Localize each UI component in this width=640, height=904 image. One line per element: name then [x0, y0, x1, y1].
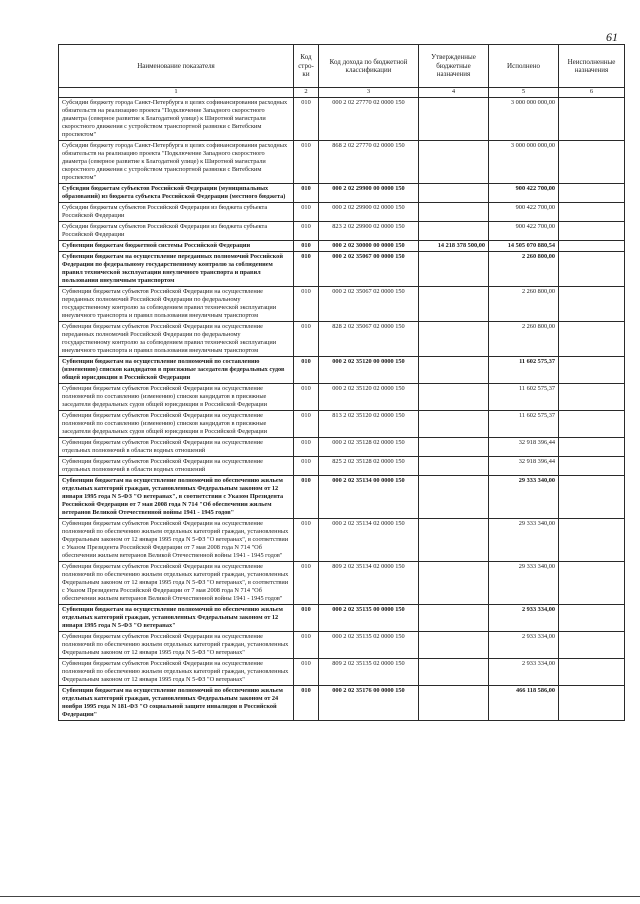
cell-executed: 11 602 575,37: [489, 384, 559, 411]
cell-line-code: 010: [294, 384, 319, 411]
cell-income-code: 000 2 02 29900 00 0000 150: [319, 184, 419, 203]
cell-executed: 11 602 575,37: [489, 411, 559, 438]
cell-indicator-name: Субвенции бюджетам на осуществление полномочий по обеспечению жильем отдельных категорий граждан, установленных Федеральным законом от 24 ноября 1995 года N 181-ФЗ "О социальной защите инвалидов в Российской Федерации": [59, 686, 294, 721]
table-row: [59, 322, 625, 357]
cell-line-code: 010: [294, 287, 319, 322]
cell-approved: [419, 659, 489, 686]
cell-approved: [419, 476, 489, 519]
cell-unexecuted: [559, 222, 625, 241]
cell-income-code: 000 2 02 35128 02 0000 150: [319, 438, 419, 457]
column-number: 5: [489, 88, 559, 98]
cell-income-code: 000 2 02 35134 02 0000 150: [319, 519, 419, 562]
table-row: [59, 411, 625, 438]
cell-line-code: 010: [294, 141, 319, 184]
cell-unexecuted: [559, 476, 625, 519]
column-number-row: [59, 88, 625, 98]
cell-approved: [419, 457, 489, 476]
cell-indicator-name: Субвенции бюджетам субъектов Российской Федерации на осуществление полномочий по составлению (изменению) списков кандидатов в присяжные заседатели федеральных судов общей юрисдикции в Российской Федерации: [59, 384, 294, 411]
cell-unexecuted: [559, 184, 625, 203]
table-row: [59, 252, 625, 287]
cell-indicator-name: Субвенции бюджетам на осуществление полномочий по обеспечению жильем отдельных категорий граждан, установленных Федеральным законом от 12 января 1995 года N 5-ФЗ "О ветеранах": [59, 605, 294, 632]
cell-unexecuted: [559, 287, 625, 322]
cell-indicator-name: Субвенции бюджетам субъектов Российской Федерации на осуществление полномочий по составлению (изменению) списков кандидатов в присяжные заседатели федеральных судов общей юрисдикции в Российской Федерации: [59, 411, 294, 438]
table-row: [59, 241, 625, 252]
column-number: 3: [319, 88, 419, 98]
header-indicator-name: Наименование показателя: [59, 45, 294, 88]
cell-line-code: 010: [294, 457, 319, 476]
cell-line-code: 010: [294, 605, 319, 632]
table-row: [59, 357, 625, 384]
cell-approved: [419, 322, 489, 357]
cell-unexecuted: [559, 457, 625, 476]
cell-approved: 14 218 378 500,00: [419, 241, 489, 252]
cell-income-code: 000 2 02 35134 00 0000 150: [319, 476, 419, 519]
cell-executed: 29 333 340,00: [489, 476, 559, 519]
cell-indicator-name: Субсидии бюджетам субъектов Российской Федерации из бюджета субъекта Российской Федерации: [59, 203, 294, 222]
cell-approved: [419, 252, 489, 287]
cell-unexecuted: [559, 519, 625, 562]
cell-indicator-name: Субвенции бюджетам субъектов Российской Федерации на осуществление полномочий по обеспечению жильем отдельных категорий граждан, установленных Федеральным законом от 12 января 1995 года N 5-ФЗ "О ветеранах": [59, 632, 294, 659]
table-row: [59, 632, 625, 659]
cell-line-code: 010: [294, 659, 319, 686]
cell-unexecuted: [559, 203, 625, 222]
cell-line-code: 010: [294, 562, 319, 605]
table-row: [59, 519, 625, 562]
cell-approved: [419, 562, 489, 605]
cell-executed: 29 333 340,00: [489, 519, 559, 562]
cell-unexecuted: [559, 252, 625, 287]
cell-approved: [419, 411, 489, 438]
cell-approved: [419, 98, 489, 141]
cell-indicator-name: Субвенции бюджетам на осуществление переданных полномочий Российской Федерации по федеральному государственному контролю за соблюдением правил технической эксплуатации внеуличного транспорта и правил пользования внеуличным транспортом: [59, 252, 294, 287]
table-row: [59, 222, 625, 241]
cell-executed: 11 602 575,37: [489, 357, 559, 384]
cell-income-code: 000 2 02 35120 00 0000 150: [319, 357, 419, 384]
cell-approved: [419, 203, 489, 222]
cell-unexecuted: [559, 241, 625, 252]
table-row: [59, 184, 625, 203]
header-executed: Исполнено: [489, 45, 559, 88]
cell-approved: [419, 605, 489, 632]
cell-unexecuted: [559, 98, 625, 141]
table-row: [59, 141, 625, 184]
cell-unexecuted: [559, 141, 625, 184]
cell-income-code: 825 2 02 35128 02 0000 150: [319, 457, 419, 476]
cell-approved: [419, 184, 489, 203]
cell-line-code: 010: [294, 632, 319, 659]
cell-line-code: 010: [294, 98, 319, 141]
cell-line-code: 010: [294, 322, 319, 357]
cell-line-code: 010: [294, 476, 319, 519]
cell-line-code: 010: [294, 241, 319, 252]
cell-income-code: 000 2 02 30000 00 0000 150: [319, 241, 419, 252]
cell-unexecuted: [559, 322, 625, 357]
cell-line-code: 010: [294, 184, 319, 203]
header-line-code: Код стро-ки: [294, 45, 319, 88]
cell-executed: 32 918 396,44: [489, 438, 559, 457]
cell-indicator-name: Субвенции бюджетам на осуществление полномочий по обеспечению жильем отдельных категорий граждан, установленных Федеральным законом от 12 января 1995 года N 5-ФЗ "О ветеранах", в соответствии с Указом Президента Российской Федерации от 7 мая 2008 года N 714 "Об обеспечении жильем ветеранов Великой Отечественной войны 1941 - 1945 годов": [59, 476, 294, 519]
cell-line-code: 010: [294, 411, 319, 438]
table-header-row: [59, 45, 625, 88]
cell-executed: 3 000 000 000,00: [489, 141, 559, 184]
column-number: 6: [559, 88, 625, 98]
cell-income-code: 809 2 02 35135 02 0000 150: [319, 659, 419, 686]
cell-line-code: 010: [294, 252, 319, 287]
cell-indicator-name: Субвенции бюджетам бюджетной системы Российской Федерации: [59, 241, 294, 252]
cell-line-code: 010: [294, 686, 319, 721]
table-row: [59, 686, 625, 721]
cell-approved: [419, 632, 489, 659]
cell-approved: [419, 384, 489, 411]
cell-executed: 14 505 070 880,54: [489, 241, 559, 252]
cell-unexecuted: [559, 438, 625, 457]
cell-indicator-name: Субвенции бюджетам субъектов Российской Федерации на осуществление переданных полномочий Российской Федерации по федеральному государственному контролю за соблюдением правил технической эксплуатации внеуличного транспорта и правил пользования внеуличным транспортом: [59, 322, 294, 357]
cell-unexecuted: [559, 659, 625, 686]
cell-income-code: 868 2 02 27770 02 0000 150: [319, 141, 419, 184]
cell-indicator-name: Субвенции бюджетам субъектов Российской Федерации на осуществление переданных полномочий Российской Федерации по федеральному государственному контролю за соблюдением правил технической эксплуатации внеуличного транспорта и правил пользования внеуличным транспортом: [59, 287, 294, 322]
cell-line-code: 010: [294, 357, 319, 384]
header-unexecuted: Неисполненные назначения: [559, 45, 625, 88]
cell-income-code: 813 2 02 35120 02 0000 150: [319, 411, 419, 438]
cell-income-code: 000 2 02 29900 02 0000 150: [319, 203, 419, 222]
column-number: 1: [59, 88, 294, 98]
cell-indicator-name: Субвенции бюджетам субъектов Российской Федерации на осуществление полномочий по обеспечению жильем отдельных категорий граждан, установленных Федеральным законом от 12 января 1995 года N 5-ФЗ "О ветеранах", в соответствии с Указом Президента Российской Федерации от 7 мая 2008 года N 714 "Об обеспечении жильем ветеранов Великой Отечественной войны 1941 - 1945 годов": [59, 519, 294, 562]
cell-executed: 2 260 800,00: [489, 252, 559, 287]
cell-indicator-name: Субсидии бюджету города Санкт-Петербурга в целях софинансирования расходных обязательств на реализацию проекта "Подключение Западного скоростного диаметра (северное развитие к Благодатной улице) к Широтной магистрали скоростного движения с устройством транспортной развязки с Витебским проспектом": [59, 141, 294, 184]
cell-unexecuted: [559, 384, 625, 411]
cell-indicator-name: Субвенции бюджетам субъектов Российской Федерации на осуществление отдельных полномочий в области водных отношений: [59, 438, 294, 457]
cell-executed: 32 918 396,44: [489, 457, 559, 476]
cell-income-code: 000 2 02 35067 02 0000 150: [319, 287, 419, 322]
cell-unexecuted: [559, 605, 625, 632]
table-row: [59, 457, 625, 476]
cell-executed: 2 933 334,00: [489, 605, 559, 632]
cell-approved: [419, 519, 489, 562]
cell-income-code: 000 2 02 35135 02 0000 150: [319, 632, 419, 659]
cell-executed: 29 333 340,00: [489, 562, 559, 605]
table-row: [59, 438, 625, 457]
cell-executed: 3 000 000 000,00: [489, 98, 559, 141]
cell-income-code: 000 2 02 35067 00 0000 150: [319, 252, 419, 287]
table-row: [59, 287, 625, 322]
table-row: [59, 659, 625, 686]
cell-unexecuted: [559, 562, 625, 605]
cell-line-code: 010: [294, 519, 319, 562]
cell-indicator-name: Субвенции бюджетам субъектов Российской Федерации на осуществление полномочий по обеспечению жильем отдельных категорий граждан, установленных Федеральным законом от 12 января 1995 года N 5-ФЗ "О ветеранах": [59, 659, 294, 686]
cell-indicator-name: Субвенции бюджетам субъектов Российской Федерации на осуществление полномочий по обеспечению жильем отдельных категорий граждан, установленных Федеральным законом от 12 января 1995 года N 5-ФЗ "О ветеранах", в соответствии с Указом Президента Российской Федерации от 7 мая 2008 года N 714 "Об обеспечении жильем ветеранов Великой Отечественной войны 1941 - 1945 годов": [59, 562, 294, 605]
cell-executed: 900 422 700,00: [489, 203, 559, 222]
cell-line-code: 010: [294, 438, 319, 457]
table-row: [59, 203, 625, 222]
cell-unexecuted: [559, 357, 625, 384]
cell-indicator-name: Субсидии бюджетам субъектов Российской Федерации из бюджета субъекта Российской Федерации: [59, 222, 294, 241]
cell-approved: [419, 438, 489, 457]
cell-income-code: 809 2 02 35134 02 0000 150: [319, 562, 419, 605]
cell-executed: 2 933 334,00: [489, 632, 559, 659]
cell-line-code: 010: [294, 203, 319, 222]
header-approved: Утвержденные бюджетные назначения: [419, 45, 489, 88]
cell-approved: [419, 222, 489, 241]
column-number: 4: [419, 88, 489, 98]
cell-executed: 2 260 800,00: [489, 287, 559, 322]
table-body: [59, 98, 625, 721]
column-number: 2: [294, 88, 319, 98]
cell-line-code: 010: [294, 222, 319, 241]
cell-executed: 900 422 700,00: [489, 184, 559, 203]
cell-executed: 900 422 700,00: [489, 222, 559, 241]
cell-unexecuted: [559, 686, 625, 721]
cell-approved: [419, 141, 489, 184]
cell-executed: 2 933 334,00: [489, 659, 559, 686]
table-row: [59, 562, 625, 605]
cell-approved: [419, 357, 489, 384]
cell-executed: 466 118 586,00: [489, 686, 559, 721]
header-income-code: Код дохода по бюджетной классификации: [319, 45, 419, 88]
cell-indicator-name: Субсидии бюджетам субъектов Российской Федерации (муниципальных образований) из бюджета субъекта Российской Федерации (местного бюджета): [59, 184, 294, 203]
cell-income-code: 000 2 02 35135 00 0000 150: [319, 605, 419, 632]
cell-approved: [419, 287, 489, 322]
cell-executed: 2 260 800,00: [489, 322, 559, 357]
cell-approved: [419, 686, 489, 721]
cell-unexecuted: [559, 632, 625, 659]
cell-indicator-name: Субсидии бюджету города Санкт-Петербурга в целях софинансирования расходных обязательств на реализацию проекта "Подключение Западного скоростного диаметра (северное развитие к Благодатной улице) к Широтной магистрали скоростного движения с устройством транспортной развязки с Витебским проспектом": [59, 98, 294, 141]
table-row: [59, 605, 625, 632]
cell-indicator-name: Субвенции бюджетам на осуществление полномочий по составлению (изменению) списков кандидатов в присяжные заседатели федеральных судов общей юрисдикции в Российской Федерации: [59, 357, 294, 384]
table-row: [59, 476, 625, 519]
cell-income-code: 000 2 02 27770 02 0000 150: [319, 98, 419, 141]
page-number: 61: [606, 30, 618, 44]
table-row: [59, 98, 625, 141]
cell-income-code: 828 2 02 35067 02 0000 150: [319, 322, 419, 357]
table-row: [59, 384, 625, 411]
cell-income-code: 823 2 02 29900 02 0000 150: [319, 222, 419, 241]
cell-income-code: 000 2 02 35176 00 0000 150: [319, 686, 419, 721]
footer-divider: [0, 896, 640, 897]
budget-income-table: [58, 44, 625, 721]
cell-indicator-name: Субвенции бюджетам субъектов Российской Федерации на осуществление отдельных полномочий в области водных отношений: [59, 457, 294, 476]
cell-income-code: 000 2 02 35120 02 0000 150: [319, 384, 419, 411]
cell-unexecuted: [559, 411, 625, 438]
